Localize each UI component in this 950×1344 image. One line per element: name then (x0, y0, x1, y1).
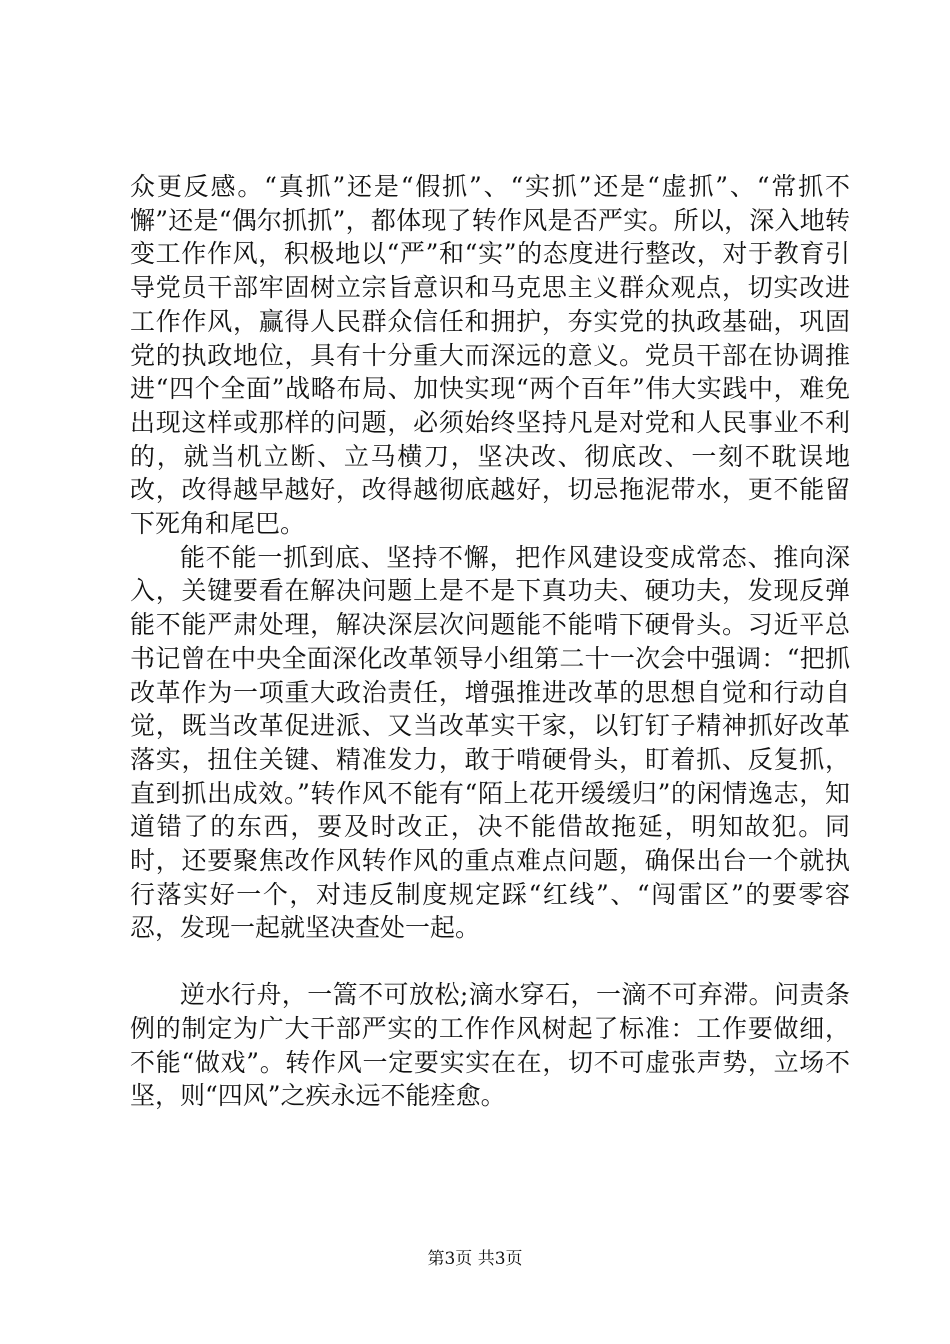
paragraph-3: 逆水行舟，一篙不可放松;滴水穿石，一滴不可弃滞。问责条例的制定为广大干部严实的工作作风树起了标准：工作要做细，不能“做戏”。转作风一定要实实在在，切不可虚张声势，立场不坚，则“四风”之疾永远不能痊愈。 (130, 980, 850, 1111)
paragraph-continued: 众更反感。“真抓”还是“假抓”、“实抓”还是“虚抓”、“常抓不懈”还是“偶尔抓抓”，都体现了转作风是否严实。所以，深入地转变工作作风，积极地以“严”和“实”的态度进行整改，对于教育引导党员干部牢固树立宗旨意识和马克思主义群众观点，切实改进工作作风，赢得人民群众信任和拥护，夯实党的执政基础，巩固党的执政地位，具有十分重大而深远的意义。党员干部在协调推进“四个全面”战略布局、加快实现“两个百年”伟大实践中，难免出现这样或那样的问题，必须始终坚持凡是对党和人民事业不利的，就当机立断、立马横刀，坚决改、彻底改、一刻不耽误地改，改得越早越好，改得越彻底越好，切忌拖泥带水，更不能留下死角和尾巴。 (130, 172, 850, 539)
document-body (130, 170, 850, 1113)
page-footer: 第3页 共3页 (427, 1249, 523, 1269)
paragraph-2: 能不能一抓到底、坚持不懈，把作风建设变成常态、推向深入，关键要看在解决问题上是不是下真功夫、硬功夫，发现反弹能不能严肃处理，解决深层次问题能不能啃下硬骨头。习近平总书记曾在中央全面深化改革领导小组第二十一次会中强调：“把抓改革作为一项重大政治责任，增强推进改革的思想自觉和行动自觉，既当改革促进派、又当改革实干家，以钉钉子精神抓好改革落实，扭住关键、精准发力，敢于啃硬骨头，盯着抓、反复抓，直到抓出成效。”转作风不能有“陌上花开缓缓归”的闲情逸志，知道错了的东西，要及时改正，决不能借故拖延，明知故犯。同时，还要聚焦改作风转作风的重点难点问题，确保出台一个就执行落实好一个，对违反制度规定踩“红线”、“闯雷区”的要零容忍，发现一起就坚决查处一起。 (130, 542, 850, 943)
